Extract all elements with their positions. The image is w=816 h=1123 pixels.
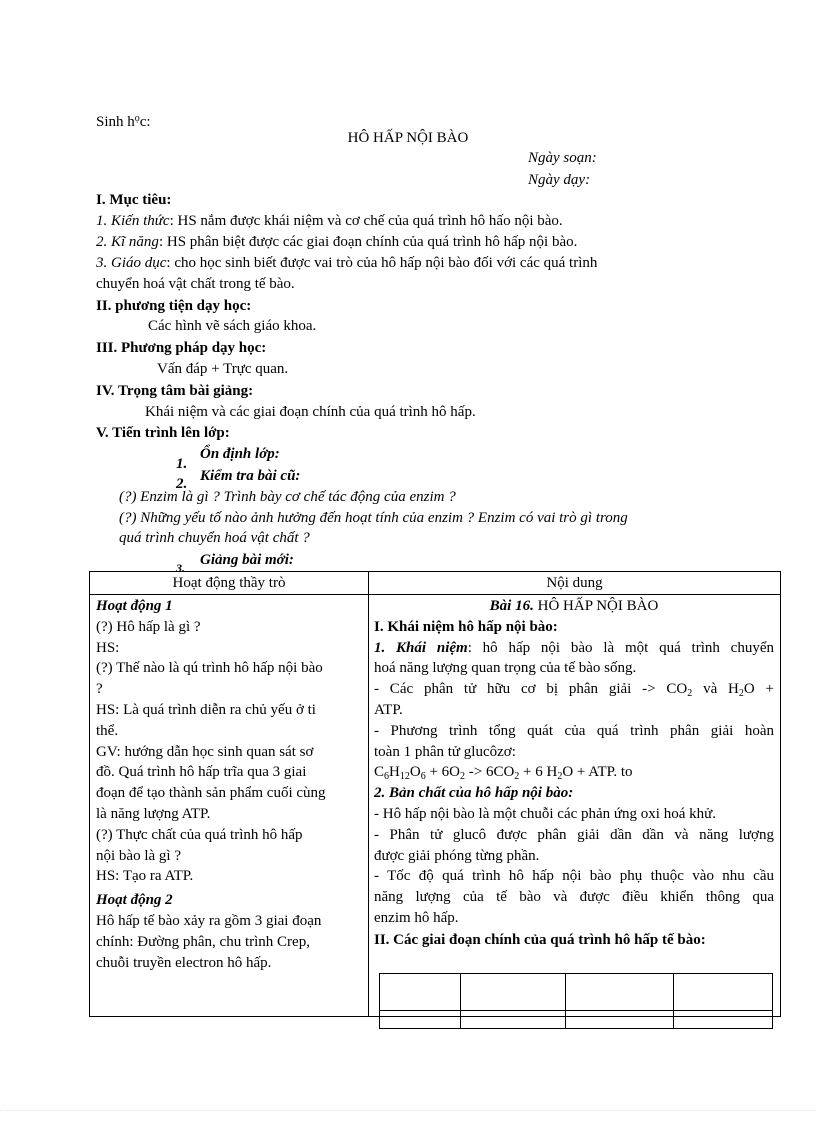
- step-3-number: 3.: [176, 561, 185, 575]
- content-line: - Phân tử glucô được phân giải dần dần và năng lượng: [374, 826, 774, 843]
- section-2-heading: 2. Bản chất của hô hấp nội bào:: [374, 785, 574, 802]
- process-heading: V. Tiến trình lên lớp:: [96, 425, 230, 441]
- content-line: - Tốc độ quá trình hô hấp nội bào phụ thuộc vào nhu cầu: [374, 868, 774, 885]
- left-line: HS: Là quá trình diễn ra chủ yếu ở ti: [96, 701, 316, 718]
- objective-skill: 2. Kĩ năng: HS phân biệt được các giai đoạn chính của quá trình hô hấp nội bào.: [96, 234, 578, 250]
- objective-education-cont: chuyển hoá vật chất trong tế bào.: [96, 276, 295, 292]
- left-line: (?) Thực chất của quá trình hô hấp: [96, 826, 303, 843]
- equation: $C_6H_{12}O_6 + 6O_2 -> 6CO_2 + 6$ $H_2O$ + ATP. to: [374, 764, 633, 783]
- focus-heading: IV. Trọng tâm bài giảng:: [96, 383, 254, 399]
- left-line: HS:: [96, 639, 120, 656]
- left-line: Hô hấp tế bào xảy ra gồm 3 giai đoạn: [96, 912, 322, 929]
- activity-1-heading: Hoạt động 1: [96, 598, 173, 614]
- objective-education: 3. Giáo dục: cho học sinh biết được vai trò của hô hấp nội bào đối với các quá trình: [96, 255, 598, 271]
- page-title: HÔ HẤP NỘI BÀO: [347, 130, 469, 146]
- objectives-heading: I. Mục tiêu:: [96, 192, 172, 208]
- left-line: đồ. Quá trình hô hấp trĩa qua 3 giai: [96, 764, 307, 781]
- col2-header: Nội dung: [546, 575, 603, 591]
- column-divider: [368, 572, 369, 1016]
- content-line: enzim hô hấp.: [374, 909, 459, 926]
- cell-divider: [565, 974, 566, 1028]
- activity-2-heading: Hoạt động 2: [96, 892, 173, 909]
- left-line: thể.: [96, 722, 119, 739]
- content-line: - Các phân tử hữu cơ bị phân giải -> $CO_2$ và $H_2O$ +: [374, 681, 774, 700]
- means-text: Các hình vẽ sách giáo khoa.: [148, 318, 317, 334]
- means-heading: II. phương tiện dạy học:: [96, 298, 252, 314]
- left-line: đoạn để tạo thành sản phẩm cuối cùng: [96, 785, 326, 802]
- content-line: 1. Khái niệm: hô hấp nội bào là một quá trình chuyển: [374, 639, 774, 656]
- content-line: được giải phóng từng phần.: [374, 847, 540, 864]
- left-line: là năng lượng ATP.: [96, 805, 211, 822]
- subject-label: Sinh $h^ọc$:: [96, 113, 151, 130]
- objective-knowledge: 1. Kiến thức: HS nắm được khái niệm và cơ chế của quá trình hô hấo nội bào.: [96, 213, 563, 229]
- col1-header: Hoạt động thầy trò: [172, 575, 286, 591]
- left-line: nội bào là gì ?: [96, 847, 181, 864]
- content-line: - Hô hấp nội bào là một chuỗi các phản ứng oxi hoá khử.: [374, 805, 717, 822]
- review-question-2: (?) Những yếu tố nào ảnh hưởng đến hoạt tính của enzim ? Enzim có vai trò gì trong: [119, 510, 628, 526]
- step-1: Ổn định lớp:: [200, 446, 280, 462]
- section-3-heading: II. Các giai đoạn chính của quá trình hô hấp tế bào:: [374, 931, 706, 948]
- review-question-2-cont: quá trình chuyển hoá vật chất ?: [119, 530, 310, 546]
- section-1-heading: I. Khái niệm hô hấp nội bào:: [374, 618, 558, 635]
- lesson-content: [374, 596, 774, 951]
- content-line: hoá năng lượng quan trọng của tế bào sống.: [374, 660, 637, 677]
- focus-text: Khái niệm và các giai đoạn chính của quá trình hô hấp.: [145, 404, 476, 420]
- left-line: chính: Đường phân, chu trình Crep,: [96, 933, 310, 950]
- cell-divider: [460, 974, 461, 1028]
- step-2: Kiểm tra bài cũ:: [200, 468, 301, 484]
- left-line: GV: hướng dẫn học sinh quan sát sơ: [96, 743, 314, 760]
- date-taught: Ngày dạy:: [528, 172, 591, 188]
- content-line: năng lượng của tế bào và được điều khiển thông qua: [374, 889, 774, 906]
- step-3: Giảng bài mới:: [200, 552, 294, 568]
- date-prepared: Ngày soạn:: [528, 150, 597, 166]
- cell-divider: [673, 974, 674, 1028]
- review-question-1: (?) Enzim là gì ? Trình bày cơ chế tác động của enzim ?: [119, 489, 456, 505]
- content-line: ATP.: [374, 701, 403, 718]
- lesson-title: Bài 16. HÔ HẤP NỘI BÀO: [489, 598, 659, 614]
- content-line: toàn 1 phân tử glucôzơ:: [374, 743, 516, 760]
- methods-heading: III. Phương pháp dạy học:: [96, 340, 267, 356]
- left-line: HS: Tạo ra ATP.: [96, 868, 194, 885]
- methods-text: Vấn đáp + Trực quan.: [157, 361, 289, 377]
- page-bottom-rule: [0, 1110, 816, 1111]
- header-divider: [90, 594, 780, 595]
- left-line: ?: [96, 681, 103, 698]
- left-line: (?) Hô hấp là gì ?: [96, 618, 201, 635]
- teacher-student-activities: [96, 596, 364, 973]
- lesson-table: [89, 571, 781, 1017]
- left-line: (?) Thế nào là qú trình hô hấp nội bào: [96, 660, 323, 677]
- step-2-number: 2.: [176, 476, 188, 492]
- step-1-number: 1.: [176, 456, 188, 472]
- stages-table: [379, 973, 773, 1029]
- left-line: chuỗi truyền electron hô hấp.: [96, 954, 272, 971]
- row-divider: [380, 1010, 772, 1011]
- content-line: - Phương trình tổng quát của quá trình phân giải hoàn: [374, 722, 774, 739]
